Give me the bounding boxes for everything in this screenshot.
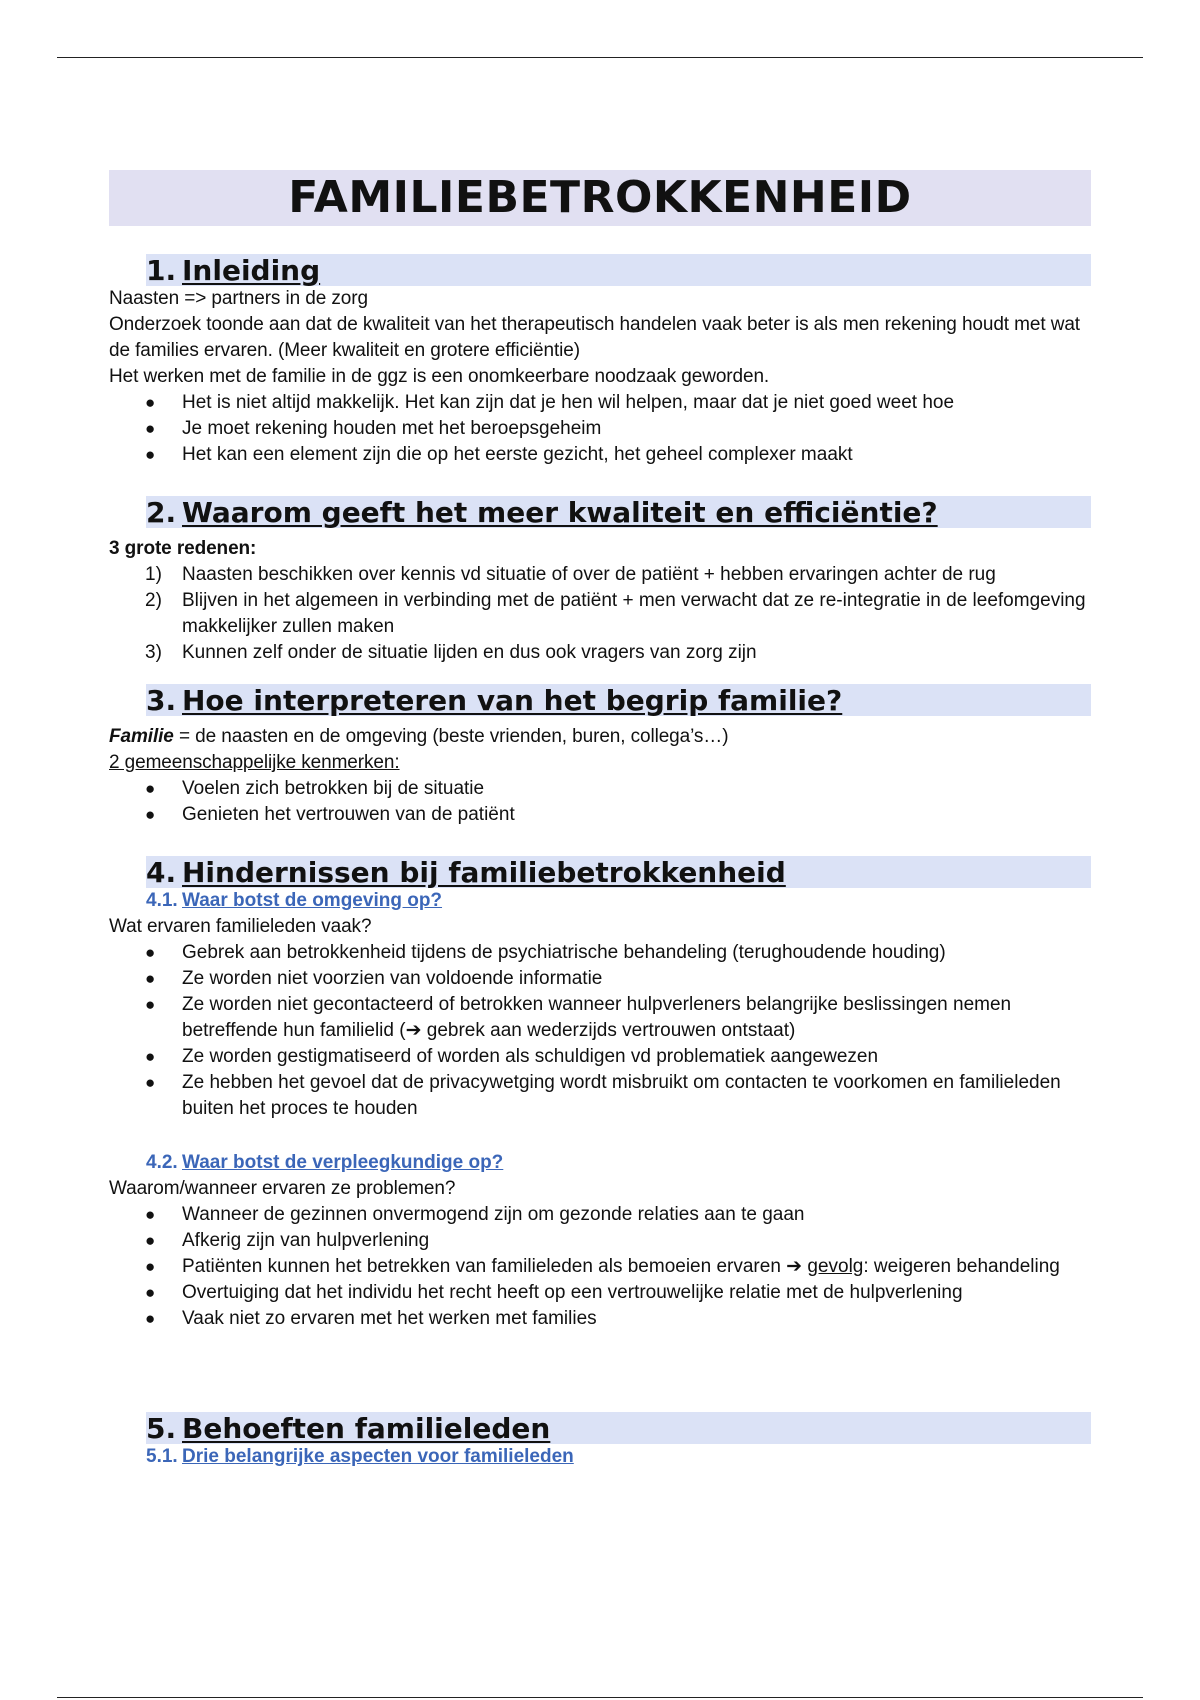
bullet-icon: ● — [145, 1309, 156, 1328]
bullet-icon: ● — [145, 995, 156, 1014]
paragraph: Het werken met de familie in de ggz is een onomkeerbare noodzaak geworden. — [109, 366, 770, 387]
bullet-icon: ● — [145, 1283, 156, 1302]
bullet-list — [109, 390, 1091, 468]
list-item: ● Voelen zich betrokken bij de situatie — [109, 776, 1091, 802]
bullet-icon: ● — [145, 445, 156, 464]
subheading-omgeving: 4.1. Waar botst de omgeving op? — [146, 890, 443, 911]
lead-text: 3 grote redenen: — [109, 538, 257, 559]
footer-rule — [57, 1697, 1143, 1698]
subheading-text: 2 gemeenschappelijke kenmerken: — [109, 752, 400, 773]
list-item: ● Het kan een element zijn die op het eerste gezicht, het geheel complexer maakt — [109, 442, 1091, 468]
bullet-icon: ● — [145, 1257, 156, 1276]
list-item: ● Wanneer de gezinnen onvermogend zijn om gezonde relaties aan te gaan — [109, 1202, 1091, 1228]
list-item: ● Afkerig zijn van hulpverlening — [109, 1228, 1091, 1254]
definition: Familie = de naasten en de omgeving (beste vrienden, buren, collega’s…) — [109, 726, 729, 747]
bullet-icon: ● — [145, 393, 156, 412]
bullet-icon: ● — [145, 779, 156, 798]
list-item: 1) Naasten beschikken over kennis vd situatie of over de patiënt + hebben ervaringen achter de rug — [145, 564, 996, 585]
document-title: FAMILIEBETROKKENHEID — [109, 170, 1091, 226]
list-item: ● Genieten het vertrouwen van de patiënt — [109, 802, 1091, 828]
list-item: 2) Blijven in het algemeen in verbinding met de patiënt + men verwacht dat ze re-integratie in de leefomgeving makkelijker zullen maken — [145, 590, 1086, 637]
header-rule — [57, 57, 1143, 58]
list-item: 3) Kunnen zelf onder de situatie lijden en dus ook vragers van zorg zijn — [145, 642, 757, 663]
bullet-icon: ● — [145, 969, 156, 988]
list-item: ● Ze worden niet gecontacteerd of betrokken wanneer hulpverleners belangrijke beslissingen nemen betreffende hun familielid (➔ gebrek aan wederzijds vertrouwen ontstaat) — [145, 994, 1012, 1041]
bullet-list — [109, 776, 1091, 828]
heading-inleiding: 1. Inleiding — [146, 254, 1091, 286]
bullet-list — [109, 1202, 1091, 1332]
bullet-icon: ● — [145, 1231, 156, 1250]
heading-hindernissen: 4. Hindernissen bij familiebetrokkenheid — [146, 856, 1091, 888]
bullet-list — [109, 940, 1091, 1122]
bullet-icon: ● — [145, 805, 156, 824]
list-item: ● Ze hebben het gevoel dat de privacywetging wordt misbruikt om contacten te voorkomen en familieleden buiten het proces te houden — [145, 1072, 1061, 1119]
list-item: ● Overtuiging dat het individu het recht heeft op een vertrouwelijke relatie met de hulpverlening — [109, 1280, 1091, 1306]
list-item: ● Ze worden niet voorzien van voldoende informatie — [109, 966, 1091, 992]
heading-kwaliteit: 2. Waarom geeft het meer kwaliteit en efficiëntie? — [146, 496, 1091, 528]
paragraph: Waarom/wanneer ervaren ze problemen? — [109, 1178, 456, 1199]
subheading-verpleegkundige: 4.2. Waar botst de verpleegkundige op? — [146, 1152, 504, 1173]
list-item: ● Patiënten kunnen het betrekken van familieleden als bemoeien ervaren ➔ gevolg: weigeren behandeling — [109, 1254, 1091, 1280]
paragraph: Onderzoek toonde aan dat de kwaliteit van het therapeutisch handelen vaak beter is als men rekening houdt met wat de families ervaren. (Meer kwaliteit en grotere efficiëntie) — [109, 314, 1080, 361]
bullet-icon: ● — [145, 1073, 156, 1092]
heading-begrip-familie: 3. Hoe interpreteren van het begrip familie? — [146, 684, 1091, 716]
list-item: ● Je moet rekening houden met het beroepsgeheim — [109, 416, 1091, 442]
list-item: ● Vaak niet zo ervaren met het werken met families — [109, 1306, 1091, 1332]
list-item: ● Het is niet altijd makkelijk. Het kan zijn dat je hen wil helpen, maar dat je niet goed weet hoe — [109, 390, 1091, 416]
numbered-list — [109, 562, 1091, 666]
bullet-icon: ● — [145, 1205, 156, 1224]
list-item: ● Ze worden gestigmatiseerd of worden als schuldigen vd problematiek aangewezen — [109, 1044, 1091, 1070]
paragraph: Wat ervaren familieleden vaak? — [109, 916, 372, 937]
document-page — [109, 170, 1091, 1470]
list-item: ● Gebrek aan betrokkenheid tijdens de psychiatrische behandeling (terughoudende houding) — [109, 940, 1091, 966]
heading-behoeften: 5. Behoeften familieleden — [146, 1412, 1091, 1444]
subheading-aspecten: 5.1. Drie belangrijke aspecten voor familieleden — [146, 1446, 574, 1467]
paragraph: Naasten => partners in de zorg — [109, 288, 368, 309]
bullet-icon: ● — [145, 419, 156, 438]
bullet-icon: ● — [145, 1047, 156, 1066]
bullet-icon: ● — [145, 943, 156, 962]
